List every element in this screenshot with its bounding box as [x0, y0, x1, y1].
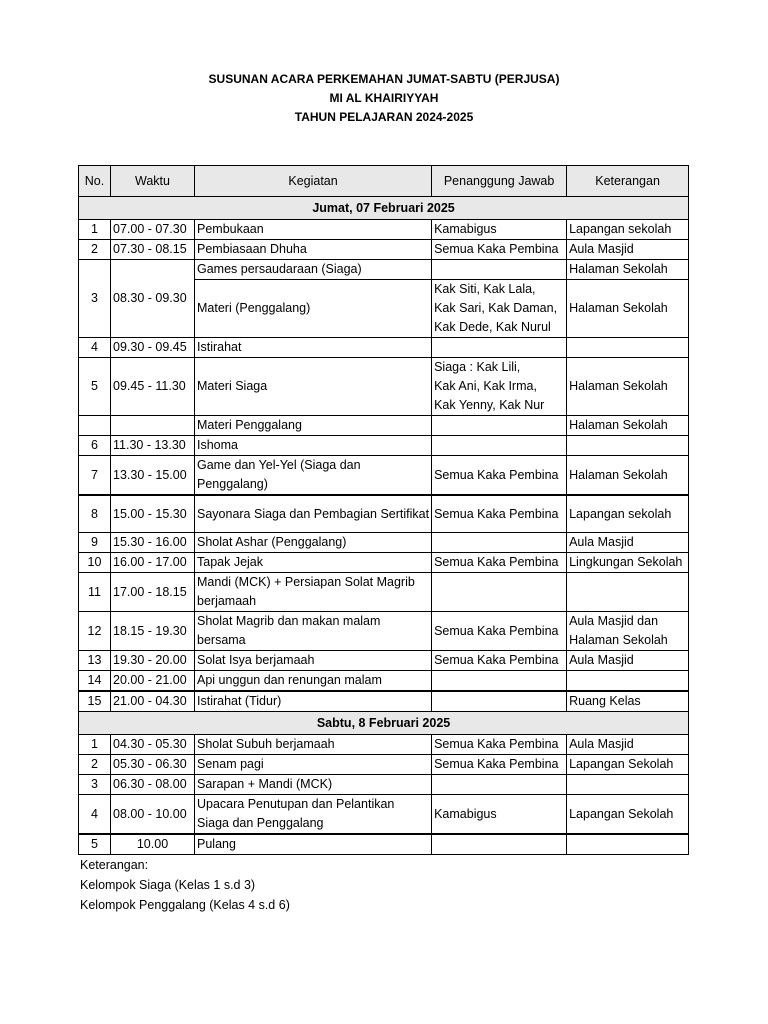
cell-note: Halaman Sekolah	[567, 260, 689, 280]
cell-note: Aula Masjid	[567, 533, 689, 553]
cell-time: 20.00 - 21.00	[111, 671, 195, 692]
cell-time: 16.00 - 17.00	[111, 553, 195, 573]
cell-time: 21.00 - 04.30	[111, 691, 195, 712]
table-row	[79, 755, 689, 775]
cell-pic	[432, 436, 567, 456]
table-row	[79, 533, 689, 553]
cell-time: 13.30 - 15.00	[111, 456, 195, 496]
cell-activity: Materi (Penggalang)	[195, 280, 432, 338]
cell-note: Ruang Kelas	[567, 691, 689, 712]
cell-no: 2	[79, 755, 111, 775]
table-row	[79, 553, 689, 573]
cell-pic: Semua Kaka Pembina	[432, 553, 567, 573]
table-row	[79, 240, 689, 260]
cell-pic: Semua Kaka Pembina	[432, 735, 567, 755]
cell-pic: Semua Kaka Pembina	[432, 240, 567, 260]
cell-no: 3	[79, 260, 111, 338]
cell-pic	[432, 691, 567, 712]
cell-note	[567, 775, 689, 795]
cell-time: 15.00 - 15.30	[111, 495, 195, 533]
cell-activity: Istirahat	[195, 338, 432, 358]
cell-no: 5	[79, 834, 111, 855]
cell-note: Halaman Sekolah	[567, 416, 689, 436]
cell-no: 1	[79, 735, 111, 755]
cell-time: 19.30 - 20.00	[111, 651, 195, 671]
table-row	[79, 260, 689, 280]
cell-time: 18.15 - 19.30	[111, 612, 195, 651]
cell-pic: Semua Kaka Pembina	[432, 651, 567, 671]
cell-no: 13	[79, 651, 111, 671]
cell-note: Lapangan sekolah	[567, 220, 689, 240]
cell-pic	[432, 671, 567, 692]
cell-time: 08.30 - 09.30	[111, 260, 195, 338]
cell-time: 07.00 - 07.30	[111, 220, 195, 240]
cell-no: 15	[79, 691, 111, 712]
cell-no: 12	[79, 612, 111, 651]
table-row	[79, 436, 689, 456]
table-row	[79, 735, 689, 755]
col-penanggung-jawab: Penanggung Jawab	[432, 166, 567, 197]
col-no: No.	[79, 166, 111, 197]
cell-activity: Materi Siaga	[195, 358, 432, 416]
cell-time: 07.30 - 08.15	[111, 240, 195, 260]
document-title: SUSUNAN ACARA PERKEMAHAN JUMAT-SABTU (PERJUSA)	[208, 72, 560, 86]
cell-no: 5	[79, 358, 111, 416]
table-row	[79, 691, 689, 712]
cell-activity: Pembukaan	[195, 220, 432, 240]
cell-pic: Kamabigus	[432, 220, 567, 240]
cell-time: 10.00	[111, 834, 195, 855]
notes-heading: Keterangan:	[80, 858, 149, 872]
cell-activity: Solat Isya berjamaah	[195, 651, 432, 671]
cell-pic: Semua Kaka Pembina	[432, 456, 567, 496]
cell-note: Lapangan sekolah	[567, 495, 689, 533]
cell-no: 1	[79, 220, 111, 240]
table-row	[79, 671, 689, 692]
table-row	[79, 834, 689, 855]
table-row	[79, 416, 689, 436]
notes-section	[80, 855, 290, 915]
cell-activity: Api unggun dan renungan malam	[195, 671, 432, 692]
cell-pic	[432, 260, 567, 280]
table-row	[79, 775, 689, 795]
cell-no: 9	[79, 533, 111, 553]
day-label: Jumat, 07 Februari 2025	[79, 197, 689, 220]
cell-pic: Siaga : Kak Lili, Kak Ani, Kak Irma, Kak Yenny, Kak Nur	[432, 358, 567, 416]
cell-pic: Kak Siti, Kak Lala, Kak Sari, Kak Daman, Kak Dede, Kak Nurul	[432, 280, 567, 338]
cell-pic: Semua Kaka Pembina	[432, 755, 567, 775]
cell-time: 17.00 - 18.15	[111, 573, 195, 612]
cell-activity: Upacara Penutupan dan Pelantikan Siaga dan Penggalang	[195, 795, 432, 835]
table-row	[79, 573, 689, 612]
cell-time: 08.00 - 10.00	[111, 795, 195, 835]
cell-pic	[432, 834, 567, 855]
cell-no: 14	[79, 671, 111, 692]
cell-note	[567, 834, 689, 855]
cell-no: 11	[79, 573, 111, 612]
cell-pic	[432, 533, 567, 553]
cell-no: 8	[79, 495, 111, 533]
cell-time: 05.30 - 06.30	[111, 755, 195, 775]
cell-time: 09.45 - 11.30	[111, 358, 195, 416]
cell-note: Lapangan Sekolah	[567, 755, 689, 775]
cell-note: Halaman Sekolah	[567, 280, 689, 338]
cell-no: 6	[79, 436, 111, 456]
school-name: MI AL KHAIRIYYAH	[329, 91, 439, 105]
cell-no: 4	[79, 338, 111, 358]
cell-no: 7	[79, 456, 111, 496]
cell-time: 15.30 - 16.00	[111, 533, 195, 553]
table-row	[79, 358, 689, 416]
cell-no: 4	[79, 795, 111, 835]
cell-no: 3	[79, 775, 111, 795]
cell-activity: Tapak Jejak	[195, 553, 432, 573]
cell-time	[111, 416, 195, 436]
cell-no	[79, 416, 111, 436]
cell-pic	[432, 416, 567, 436]
cell-activity: Sarapan + Mandi (MCK)	[195, 775, 432, 795]
cell-note	[567, 338, 689, 358]
cell-pic: Semua Kaka Pembina	[432, 612, 567, 651]
cell-note: Lapangan Sekolah	[567, 795, 689, 835]
cell-pic: Semua Kaka Pembina	[432, 495, 567, 533]
notes-siaga: Kelompok Siaga (Kelas 1 s.d 3)	[80, 878, 256, 892]
cell-activity: Pembiasaan Dhuha	[195, 240, 432, 260]
table-header-row	[79, 166, 689, 197]
cell-note	[567, 573, 689, 612]
cell-note: Aula Masjid	[567, 240, 689, 260]
cell-activity: Sayonara Siaga dan Pembagian Sertifikat	[195, 495, 432, 533]
cell-activity: Pulang	[195, 834, 432, 855]
cell-activity: Sholat Magrib dan makan malam bersama	[195, 612, 432, 651]
cell-time: 06.30 - 08.00	[111, 775, 195, 795]
cell-pic	[432, 338, 567, 358]
table-row	[79, 220, 689, 240]
cell-activity: Materi Penggalang	[195, 416, 432, 436]
cell-activity: Istirahat (Tidur)	[195, 691, 432, 712]
academic-year: TAHUN PELAJARAN 2024-2025	[294, 110, 474, 124]
table-row	[79, 612, 689, 651]
cell-note: Aula Masjid dan Halaman Sekolah	[567, 612, 689, 651]
cell-activity: Mandi (MCK) + Persiapan Solat Magrib berjamaah	[195, 573, 432, 612]
cell-activity: Sholat Ashar (Penggalang)	[195, 533, 432, 553]
col-keterangan: Keterangan	[567, 166, 689, 197]
notes-penggalang: Kelompok Penggalang (Kelas 4 s.d 6)	[80, 898, 290, 912]
table-row	[79, 338, 689, 358]
cell-note	[567, 436, 689, 456]
cell-pic: Kamabigus	[432, 795, 567, 835]
cell-activity: Games persaudaraan (Siaga)	[195, 260, 432, 280]
cell-time: 04.30 - 05.30	[111, 735, 195, 755]
col-kegiatan: Kegiatan	[195, 166, 432, 197]
cell-activity: Sholat Subuh berjamaah	[195, 735, 432, 755]
table-row	[79, 495, 689, 533]
cell-pic	[432, 573, 567, 612]
day-label: Sabtu, 8 Februari 2025	[79, 712, 689, 735]
cell-note: Halaman Sekolah	[567, 456, 689, 496]
schedule-table	[78, 165, 689, 855]
cell-time: 11.30 - 13.30	[111, 436, 195, 456]
table-row	[79, 795, 689, 835]
col-waktu: Waktu	[111, 166, 195, 197]
cell-activity: Ishoma	[195, 436, 432, 456]
cell-note	[567, 671, 689, 692]
cell-activity: Senam pagi	[195, 755, 432, 775]
cell-note: Aula Masjid	[567, 735, 689, 755]
cell-activity: Game dan Yel-Yel (Siaga dan Penggalang)	[195, 456, 432, 496]
table-row	[79, 456, 689, 496]
cell-pic	[432, 775, 567, 795]
day-row-friday	[79, 197, 689, 220]
cell-time: 09.30 - 09.45	[111, 338, 195, 358]
day-row-saturday	[79, 712, 689, 735]
table-row	[79, 651, 689, 671]
cell-note: Lingkungan Sekolah	[567, 553, 689, 573]
cell-no: 10	[79, 553, 111, 573]
cell-note: Halaman Sekolah	[567, 358, 689, 416]
cell-no: 2	[79, 240, 111, 260]
cell-note: Aula Masjid	[567, 651, 689, 671]
